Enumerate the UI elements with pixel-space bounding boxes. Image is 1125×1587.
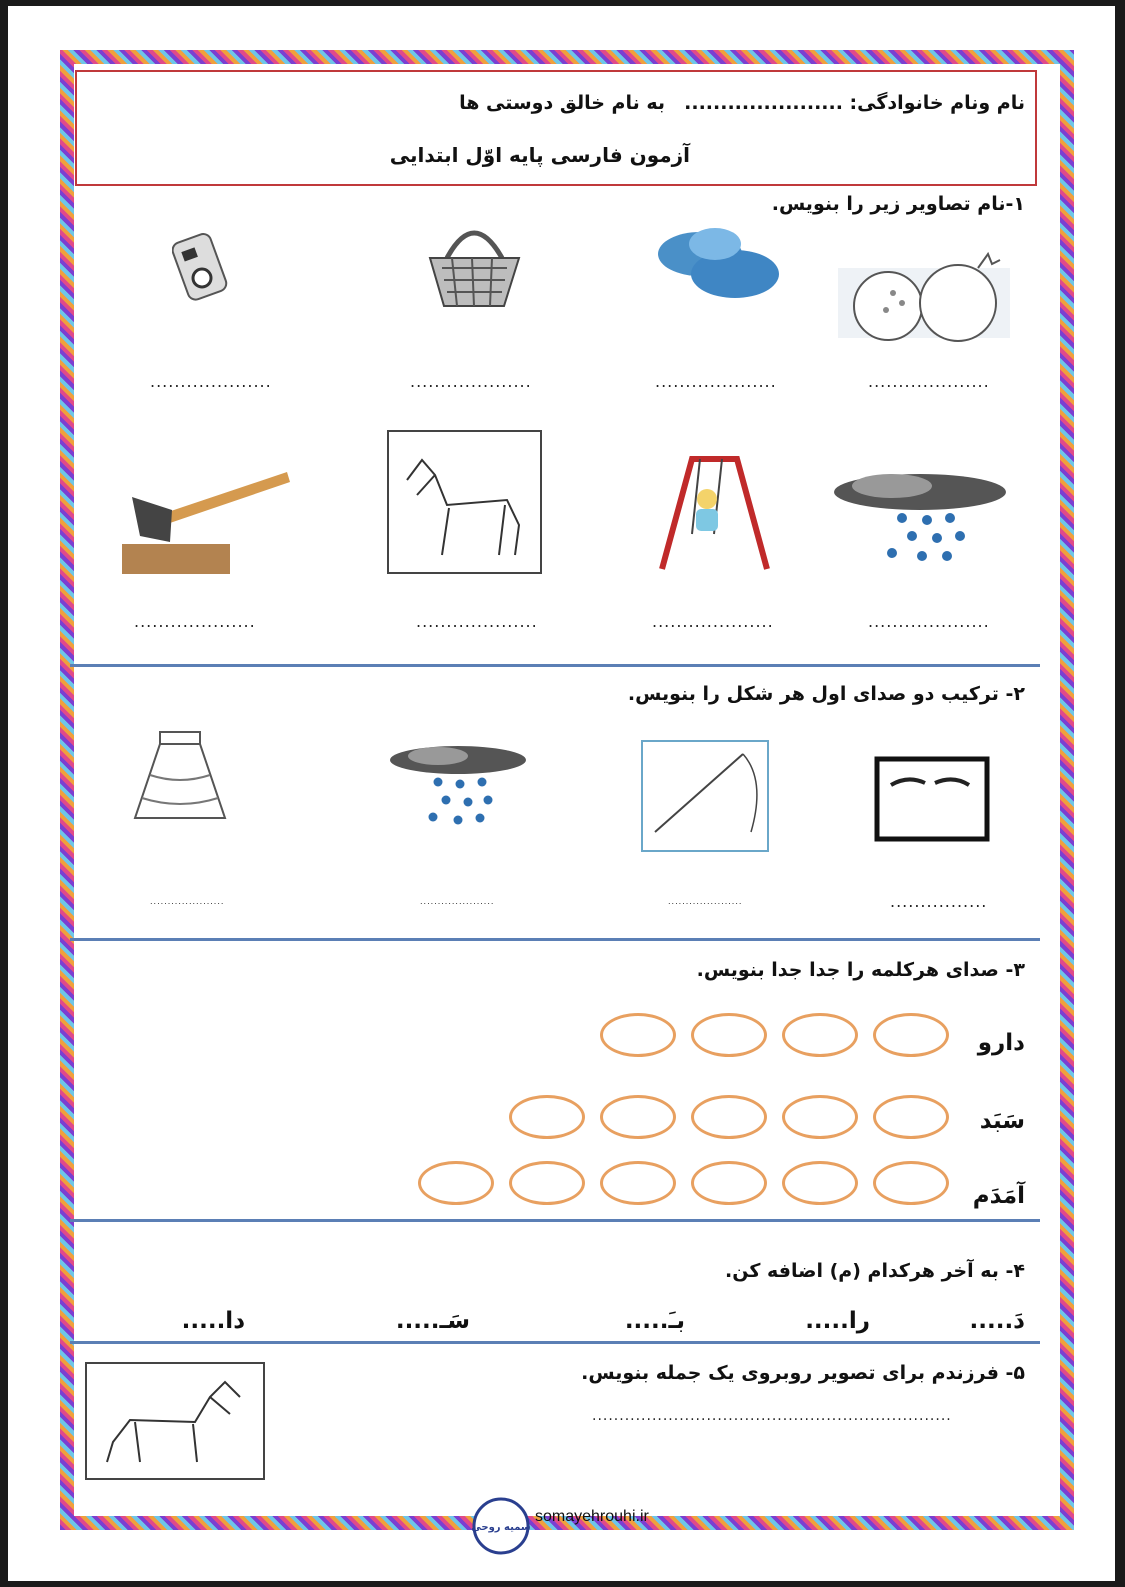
q1-row2-blank: .................... (652, 612, 774, 631)
svg-text:سمیه روحی: سمیه روحی (471, 1522, 531, 1533)
q2-blank: ..................... (668, 897, 743, 906)
q4-item: را..... (805, 1308, 870, 1334)
section-divider (70, 1219, 1040, 1222)
sound-answer-oval[interactable] (873, 1095, 949, 1139)
q1-row2-blank: .................... (868, 612, 990, 631)
q4-title: ۴- به آخر هرکدام (م) اضافه کن. (725, 1260, 1025, 1282)
needle-icon (641, 740, 769, 852)
q3-word: دارو (977, 1030, 1025, 1056)
sound-answer-oval[interactable] (509, 1161, 585, 1205)
sound-answer-oval[interactable] (873, 1161, 949, 1205)
rain-cloud-icon (388, 742, 530, 830)
rain-cloud-icon (832, 468, 1010, 573)
q4-item: بـَ..... (624, 1308, 685, 1334)
q1-row1-blank: .................... (410, 372, 532, 391)
sound-answer-oval[interactable] (782, 1095, 858, 1139)
q4-item: سَـ..... (395, 1308, 470, 1334)
section-divider (70, 1341, 1040, 1344)
axe-icon (122, 462, 292, 574)
exam-title: آزمون فارسی پایه اوّل ابتدایی (389, 143, 690, 167)
sound-answer-oval[interactable] (600, 1161, 676, 1205)
section-divider (70, 938, 1040, 941)
q1-row2-blank: .................... (134, 612, 256, 631)
q2-blank: ..................... (420, 897, 495, 906)
pomegranate-icon (838, 248, 1010, 344)
sound-answer-oval[interactable] (418, 1161, 494, 1205)
sound-answer-oval[interactable] (600, 1013, 676, 1057)
site-url[interactable]: somayehrouhi.ir (535, 1508, 649, 1525)
whistle-icon (172, 228, 234, 306)
q1-title: ۱-نام تصاویر زیر را بنویس. (771, 193, 1025, 215)
sound-answer-oval[interactable] (691, 1013, 767, 1057)
cloud-icon (655, 222, 780, 302)
header-bismillah: به نام خالق دوستی ها (459, 92, 665, 114)
swing-icon (652, 454, 777, 574)
q1-row1-blank: .................... (655, 372, 777, 391)
q2-blank: ..................... (150, 897, 225, 906)
q4-item: دا..... (181, 1308, 245, 1334)
sound-answer-oval[interactable] (600, 1095, 676, 1139)
skirt-icon (130, 730, 230, 822)
eyebrow-icon (873, 755, 993, 845)
sound-answer-oval[interactable] (873, 1013, 949, 1057)
q1-row2-blank: .................... (416, 612, 538, 631)
q2-title: ۲- ترکیب دو صدای اول هر شکل را بنویس. (627, 683, 1025, 705)
sound-answer-oval[interactable] (509, 1095, 585, 1139)
q3-title: ۳- صدای هرکلمه را جدا جدا بنویس. (696, 959, 1025, 981)
sound-answer-oval[interactable] (691, 1095, 767, 1139)
horse-icon (85, 1362, 265, 1480)
site-logo (471, 1496, 531, 1556)
q1-row1-blank: .................... (150, 372, 272, 391)
sound-answer-oval[interactable] (782, 1013, 858, 1057)
horse-icon (387, 430, 542, 575)
q2-blank: ................ (890, 892, 988, 911)
student-name-label: نام ونام خانوادگی: ...................... (684, 92, 1025, 114)
q3-word: سَبَد (979, 1108, 1025, 1134)
basket-icon (422, 218, 527, 310)
section-divider (70, 664, 1040, 667)
q5-title: ۵- فرزندم برای تصویر روبروی یک جمله بنویس. (581, 1362, 1025, 1384)
header-box (75, 70, 1037, 186)
sound-answer-oval[interactable] (782, 1161, 858, 1205)
q1-row1-blank: .................... (868, 372, 990, 391)
q5-answer-line: .................................................................. (592, 1408, 952, 1424)
q4-item: دَ..... (969, 1308, 1025, 1334)
q3-word: آمَدَم (972, 1183, 1025, 1209)
sound-answer-oval[interactable] (691, 1161, 767, 1205)
